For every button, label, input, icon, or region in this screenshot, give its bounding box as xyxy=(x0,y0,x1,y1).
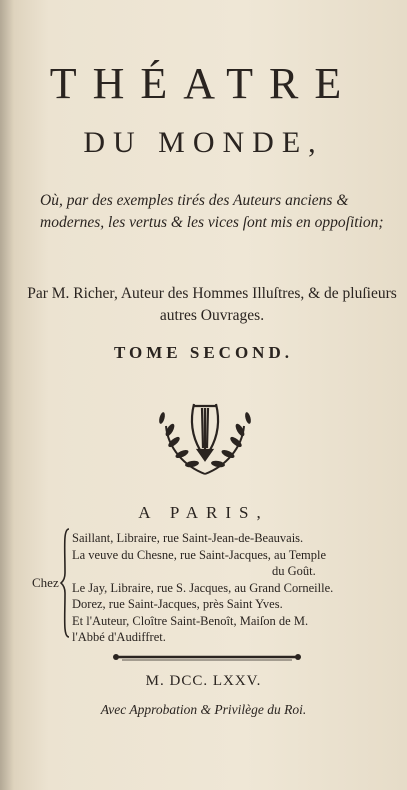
curly-brace-icon xyxy=(60,528,70,638)
printer-line: Saillant, Libraire, rue Saint-Jean-de-Beauvais. xyxy=(72,531,304,545)
printer-line: l'Abbé d'Audiffret. xyxy=(72,630,166,644)
author-line: Par M. Richer, Auteur des Hommes Illuſtres, & de pluſieurs autres Ouvrages. xyxy=(27,285,397,324)
title-line-2: DU MONDE, xyxy=(83,126,324,159)
printer-line: Dorez, rue Saint-Jacques, près Saint Yves. xyxy=(72,597,283,611)
privilege-line: Avec Approbation & Privilège du Roi. xyxy=(100,702,307,717)
printer-line: Le Jay, Libraire, rue S. Jacques, au Grand Corneille. xyxy=(72,580,334,595)
printer-line: La veuve du Chesne, rue Saint-Jacques, au Temple xyxy=(72,547,327,562)
title-line-1: THÉATRE xyxy=(49,59,358,108)
printer-line: du Goût. xyxy=(272,564,316,578)
lyre-wreath-icon xyxy=(154,396,256,482)
publication-date: M. DCC. LXXV. xyxy=(145,673,262,689)
volume-label: TOME SECOND. xyxy=(114,343,293,362)
printer-list xyxy=(72,530,392,646)
spine-shadow xyxy=(0,0,14,790)
printer-line: Et l'Auteur, Cloître Saint-Benoît, Maiſon de M. xyxy=(72,613,309,628)
subtitle: Où, par des exemples tirés des Auteurs anciens & modernes, les vertus & les vices ſont mis en oppoſition; xyxy=(40,192,384,231)
ornamental-rule xyxy=(112,652,302,662)
imprint-chez: Chez xyxy=(32,575,59,590)
imprint-place: A PARIS, xyxy=(138,503,269,522)
